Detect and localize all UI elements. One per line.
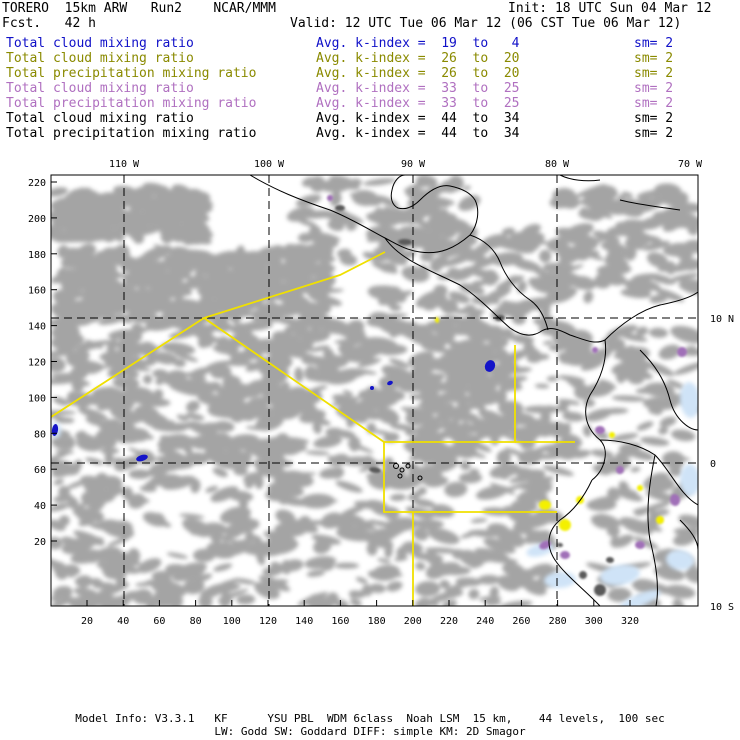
legend-smoothing: sm= 2 xyxy=(634,111,674,126)
longitude-label: 70 W xyxy=(677,159,703,170)
y-tick-label: 200 xyxy=(27,213,46,225)
legend-field-name: Total precipitation mixing ratio xyxy=(6,66,257,81)
cloud-patch xyxy=(84,456,104,466)
cloud-patch xyxy=(521,228,533,241)
cloud-patch xyxy=(657,425,669,435)
latitude-label: 0 xyxy=(710,459,717,470)
x-tick-label: 220 xyxy=(439,616,459,625)
legend-field-name: Total cloud mixing ratio xyxy=(6,36,194,51)
x-tick-label: 20 xyxy=(80,616,94,625)
cloud-patch xyxy=(419,464,451,473)
legend-kindex: Avg. k-index = 33 to 25 xyxy=(316,96,520,111)
cloud-patch xyxy=(584,406,614,424)
cloud-patch xyxy=(459,472,483,483)
x-tick-label: 60 xyxy=(153,616,166,625)
cloud-patch xyxy=(301,355,317,365)
legend-row xyxy=(0,81,740,96)
cloud-patch xyxy=(236,594,255,605)
latitude-label: 10 S xyxy=(710,602,735,613)
legend-field-name: Total precipitation mixing ratio xyxy=(6,96,257,111)
legend-kindex: Avg. k-index = 44 to 34 xyxy=(316,111,520,126)
forecast-hour: Fcst. 42 h xyxy=(2,16,96,31)
cloud-patch xyxy=(127,548,140,564)
cloud-patch xyxy=(166,551,188,560)
y-tick-label: 60 xyxy=(33,465,46,477)
cloud-patch xyxy=(55,449,74,454)
legend-smoothing: sm= 2 xyxy=(634,126,674,141)
forecast-map xyxy=(0,150,740,625)
legend-smoothing: sm= 2 xyxy=(634,96,674,111)
cloud-patch xyxy=(475,483,510,502)
y-tick-label: 160 xyxy=(27,285,46,297)
legend-smoothing: sm= 2 xyxy=(634,51,674,66)
legend-row xyxy=(0,96,740,111)
y-tick-label: 100 xyxy=(27,393,46,405)
cloud-patch xyxy=(45,356,66,373)
cloud-patch xyxy=(456,192,483,214)
cloud-patch xyxy=(141,373,153,385)
longitude-label: 90 W xyxy=(400,159,426,170)
x-tick-label: 120 xyxy=(258,616,278,625)
cloud-patch xyxy=(542,463,575,478)
legend-smoothing: sm= 2 xyxy=(634,81,674,96)
x-tick-label: 320 xyxy=(620,616,640,625)
legend-kindex: Avg. k-index = 33 to 25 xyxy=(316,81,520,96)
cloud-patch xyxy=(630,466,641,473)
legend-row xyxy=(0,66,740,81)
x-tick-label: 160 xyxy=(331,616,350,625)
model-physics-line: LW: Godd SW: Goddard DIFF: simple KM: 2D Smagor xyxy=(214,725,526,738)
legend-row xyxy=(0,36,740,51)
cloud-patch xyxy=(467,588,481,601)
cloud-patch xyxy=(664,583,696,600)
legend-field-name: Total cloud mixing ratio xyxy=(6,51,194,66)
heavy-cloud-core xyxy=(606,557,614,564)
legend-kindex: Avg. k-index = 26 to 20 xyxy=(316,66,520,81)
y-tick-label: 40 xyxy=(33,501,46,513)
legend-field-name: Total cloud mixing ratio xyxy=(6,81,194,96)
legend-field-name: Total cloud mixing ratio xyxy=(6,111,194,126)
cloud-patch xyxy=(582,290,595,305)
legend-smoothing: sm= 2 xyxy=(634,66,674,81)
cloud-patch xyxy=(639,435,669,447)
latitude-label: 10 N xyxy=(710,314,735,325)
x-tick-label: 80 xyxy=(189,616,202,625)
x-tick-label: 100 xyxy=(222,616,241,625)
legend-kindex: Avg. k-index = 26 to 20 xyxy=(316,51,520,66)
legend-row xyxy=(0,126,740,141)
cloud-patch xyxy=(294,192,322,209)
x-tick-label: 300 xyxy=(584,616,603,625)
cloud-patch xyxy=(535,383,550,388)
cloud-patch xyxy=(334,478,364,494)
cloud-patch xyxy=(409,215,424,222)
cloud-patch xyxy=(415,580,441,597)
cloud-patch xyxy=(458,459,471,472)
cloud-patch xyxy=(97,516,136,542)
cloud-patch xyxy=(658,415,677,429)
x-tick-label: 140 xyxy=(295,616,314,625)
cloud-patch xyxy=(414,561,426,571)
cloud-patch xyxy=(672,360,706,378)
x-tick-label: 280 xyxy=(548,616,567,625)
legend-kindex: Avg. k-index = 19 to 4 xyxy=(316,36,520,51)
longitude-label: 100 W xyxy=(253,159,285,170)
cloud-patch xyxy=(335,563,360,569)
cloud-patch xyxy=(75,575,93,589)
cloud-patch xyxy=(47,536,63,550)
cloud-patch xyxy=(355,576,369,585)
x-tick-label: 40 xyxy=(117,616,130,625)
cloud-patch xyxy=(670,428,696,443)
purple-patch xyxy=(635,541,645,549)
legend-row xyxy=(0,51,740,66)
x-tick-label: 200 xyxy=(403,616,422,625)
cloud-patch xyxy=(371,563,401,582)
heavy-cloud-core xyxy=(557,543,563,548)
cloud-patch xyxy=(539,250,551,263)
cloud-patch xyxy=(97,405,109,411)
y-tick-label: 180 xyxy=(27,249,46,261)
legend-row xyxy=(0,111,740,126)
cloud-patch xyxy=(543,340,554,346)
cloud-patch xyxy=(377,557,392,564)
model-info-line: Model Info: V3.3.1 KF YSU PBL WDM 6class Noah LSM 15 km, 44 levels, 100 sec xyxy=(75,712,665,725)
cloud-patch xyxy=(305,450,330,456)
legend-smoothing: sm= 2 xyxy=(634,36,674,51)
longitude-label: 80 W xyxy=(544,159,570,170)
y-tick-label: 80 xyxy=(33,429,46,441)
cloud-patch xyxy=(213,562,233,573)
cloud-patch xyxy=(636,419,655,432)
init-time: Init: 18 UTC Sun 04 Mar 12 xyxy=(508,1,712,16)
cloud-patch xyxy=(184,398,201,414)
legend-field-name: Total precipitation mixing ratio xyxy=(6,126,257,141)
cloud-patch xyxy=(53,478,65,487)
y-tick-label: 220 xyxy=(27,178,46,189)
model-run-title: TORERO 15km ARW Run2 NCAR/MMM xyxy=(2,1,276,16)
cloud-patch xyxy=(590,448,614,459)
y-tick-label: 140 xyxy=(27,321,46,333)
cloud-patch xyxy=(152,571,172,582)
purple-patch xyxy=(560,551,571,560)
cloud-patch xyxy=(553,188,576,203)
cloud-patch xyxy=(390,494,407,502)
cloud-patch xyxy=(385,579,403,593)
x-tick-label: 240 xyxy=(476,616,495,625)
y-tick-label: 120 xyxy=(27,357,46,369)
cloud-patch xyxy=(443,481,468,499)
x-tick-label: 260 xyxy=(512,616,531,625)
longitude-labels xyxy=(109,159,703,170)
latitude-labels xyxy=(710,314,734,613)
yellow-patch xyxy=(637,485,644,492)
x-tick-label: 180 xyxy=(367,616,386,625)
longitude-label: 110 W xyxy=(108,159,140,170)
cloud-patch xyxy=(668,322,707,346)
y-tick-label: 20 xyxy=(33,537,46,548)
cloud-patch xyxy=(128,469,151,479)
cloud-patch xyxy=(440,394,450,399)
cloud-patch xyxy=(611,395,645,403)
cloud-patch xyxy=(649,327,669,338)
cloud-patch xyxy=(502,237,522,250)
cloud-patch xyxy=(363,177,397,187)
legend-kindex: Avg. k-index = 44 to 34 xyxy=(316,126,520,141)
cloud-patch xyxy=(470,517,487,523)
heavy-cloud-core xyxy=(578,570,587,579)
cloud-patch xyxy=(349,597,363,608)
valid-time: Valid: 12 UTC Tue 06 Mar 12 (06 CST Tue 06 Mar 12) xyxy=(290,16,682,31)
cloud-patch xyxy=(306,569,325,578)
cloud-field xyxy=(39,173,716,615)
cloud-patch xyxy=(499,599,532,611)
cloud-patch xyxy=(666,261,676,275)
